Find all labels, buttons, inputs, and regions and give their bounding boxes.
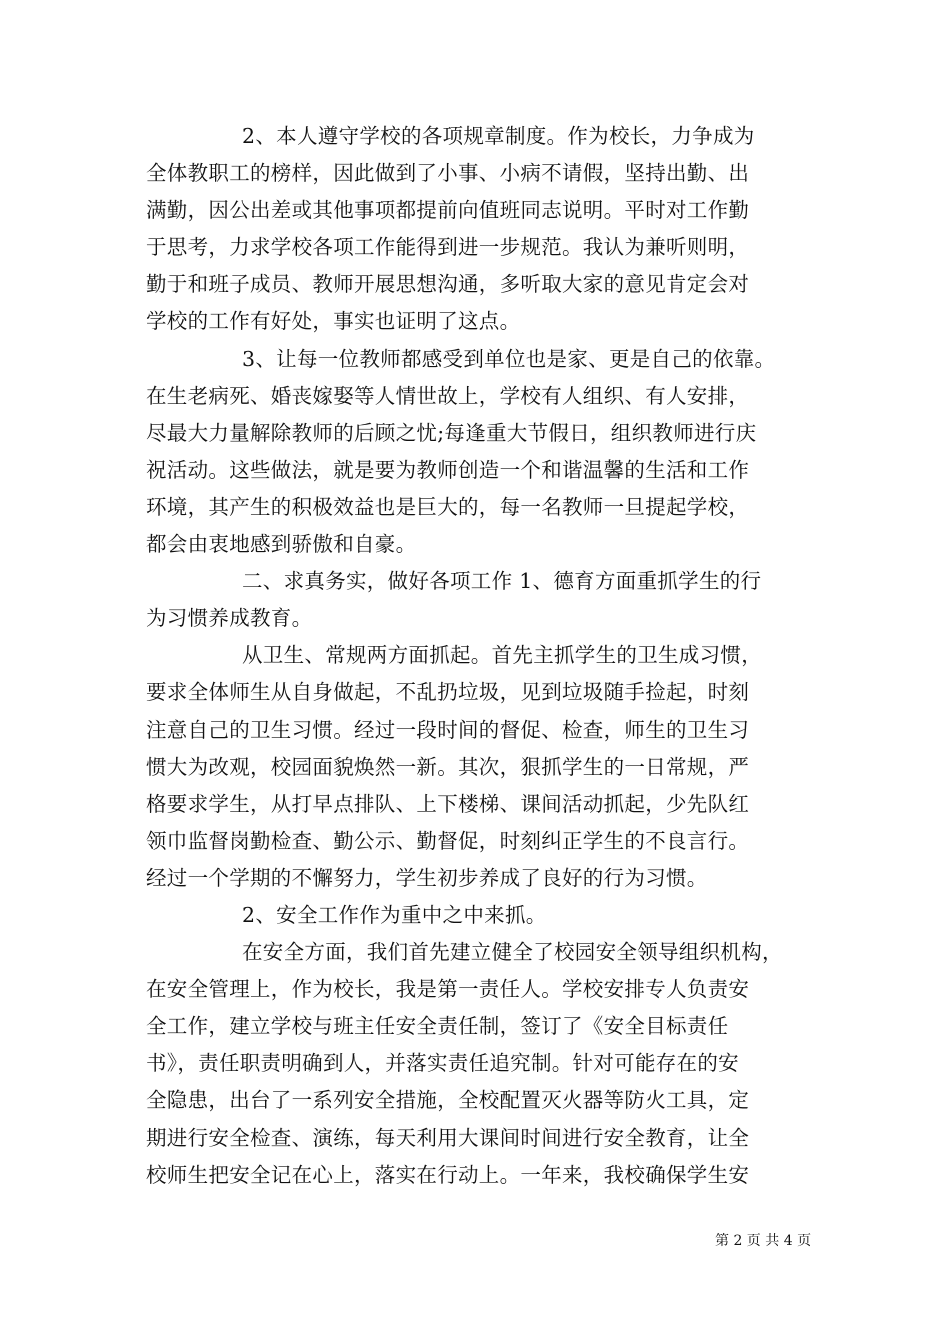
body-line: 在生老病死、婚丧嫁娶等人情世故上，学校有人组织、有人安排， bbox=[146, 383, 750, 408]
body-line: 校师生把安全记在心上，落实在行动上。一年来，我校确保学生安 bbox=[146, 1162, 750, 1187]
page-number: 第 2 页 共 4 页 bbox=[715, 1233, 812, 1249]
body-line: 要求全体师生从自身做起，不乱扔垃圾，见到垃圾随手捡起，时刻 bbox=[146, 680, 750, 705]
body-line: 环境，其产生的积极效益也是巨大的，每一名教师一旦提起学校， bbox=[146, 494, 750, 519]
body-line: 全隐患，出台了一系列安全措施，全校配置灭火器等防火工具，定 bbox=[146, 1088, 750, 1113]
body-line: 注意自己的卫生习惯。经过一段时间的督促、检查，师生的卫生习 bbox=[146, 717, 750, 742]
body-line: 领巾监督岗勤检查、勤公示、勤督促，时刻纠正学生的不良言行。 bbox=[146, 828, 750, 853]
body-line: 都会由衷地感到骄傲和自豪。 bbox=[146, 532, 417, 557]
body-line: 勤于和班子成员、教师开展思想沟通，多听取大家的意见肯定会对 bbox=[146, 272, 750, 297]
body-line: 祝活动。这些做法，就是要为教师创造一个和谐温馨的生活和工作 bbox=[146, 457, 750, 482]
document-body bbox=[146, 118, 811, 1194]
body-line: 学校的工作有好处，事实也证明了这点。 bbox=[146, 309, 521, 334]
body-line: 经过一个学期的不懈努力，学生初步养成了良好的行为习惯。 bbox=[146, 865, 708, 890]
body-line-paragraph-start: 2、本人遵守学校的各项规章制度。作为校长，力争成为 bbox=[242, 124, 755, 148]
body-line: 全工作，建立学校与班主任安全责任制，签订了《安全目标责任 bbox=[146, 1014, 729, 1039]
body-line: 在安全管理上，作为校长，我是第一责任人。学校安排专人负责安 bbox=[146, 977, 750, 1002]
body-line: 为习惯养成教育。 bbox=[146, 606, 313, 631]
body-line-paragraph-start: 在安全方面，我们首先建立健全了校园安全领导组织机构， bbox=[242, 940, 783, 965]
body-line-paragraph-start: 3、让每一位教师都感受到单位也是家、更是自己的依靠。 bbox=[242, 346, 776, 371]
body-line-paragraph-start: 从卫生、常规两方面抓起。首先主抓学生的卫生成习惯， bbox=[242, 643, 762, 668]
body-line: 格要求学生，从打早点排队、上下楼梯、课间活动抓起，少先队红 bbox=[146, 791, 750, 816]
body-line: 全体教职工的榜样，因此做到了小事、小病不请假，坚持出勤、出 bbox=[146, 161, 750, 186]
body-line-paragraph-start: 二、求真务实，做好各项工作 1、德育方面重抓学生的行 bbox=[242, 569, 762, 594]
body-line: 惯大为改观，校园面貌焕然一新。其次，狠抓学生的一日常规，严 bbox=[146, 754, 750, 779]
body-line: 书》，责任职责明确到人，并落实责任追究制。针对可能存在的安 bbox=[146, 1051, 739, 1076]
body-line-paragraph-start: 2、安全工作作为重中之中来抓。 bbox=[242, 902, 547, 927]
body-line: 满勤，因公出差或其他事项都提前向值班同志说明。平时对工作勤 bbox=[146, 198, 750, 223]
body-line: 尽最大力量解除教师的后顾之忧;每逢重大节假日，组织教师进行庆 bbox=[146, 420, 757, 445]
body-line: 期进行安全检查、演练，每天利用大课间时间进行安全教育，让全 bbox=[146, 1125, 750, 1150]
body-line: 于思考，力求学校各项工作能得到进一步规范。我认为兼听则明， bbox=[146, 235, 750, 260]
